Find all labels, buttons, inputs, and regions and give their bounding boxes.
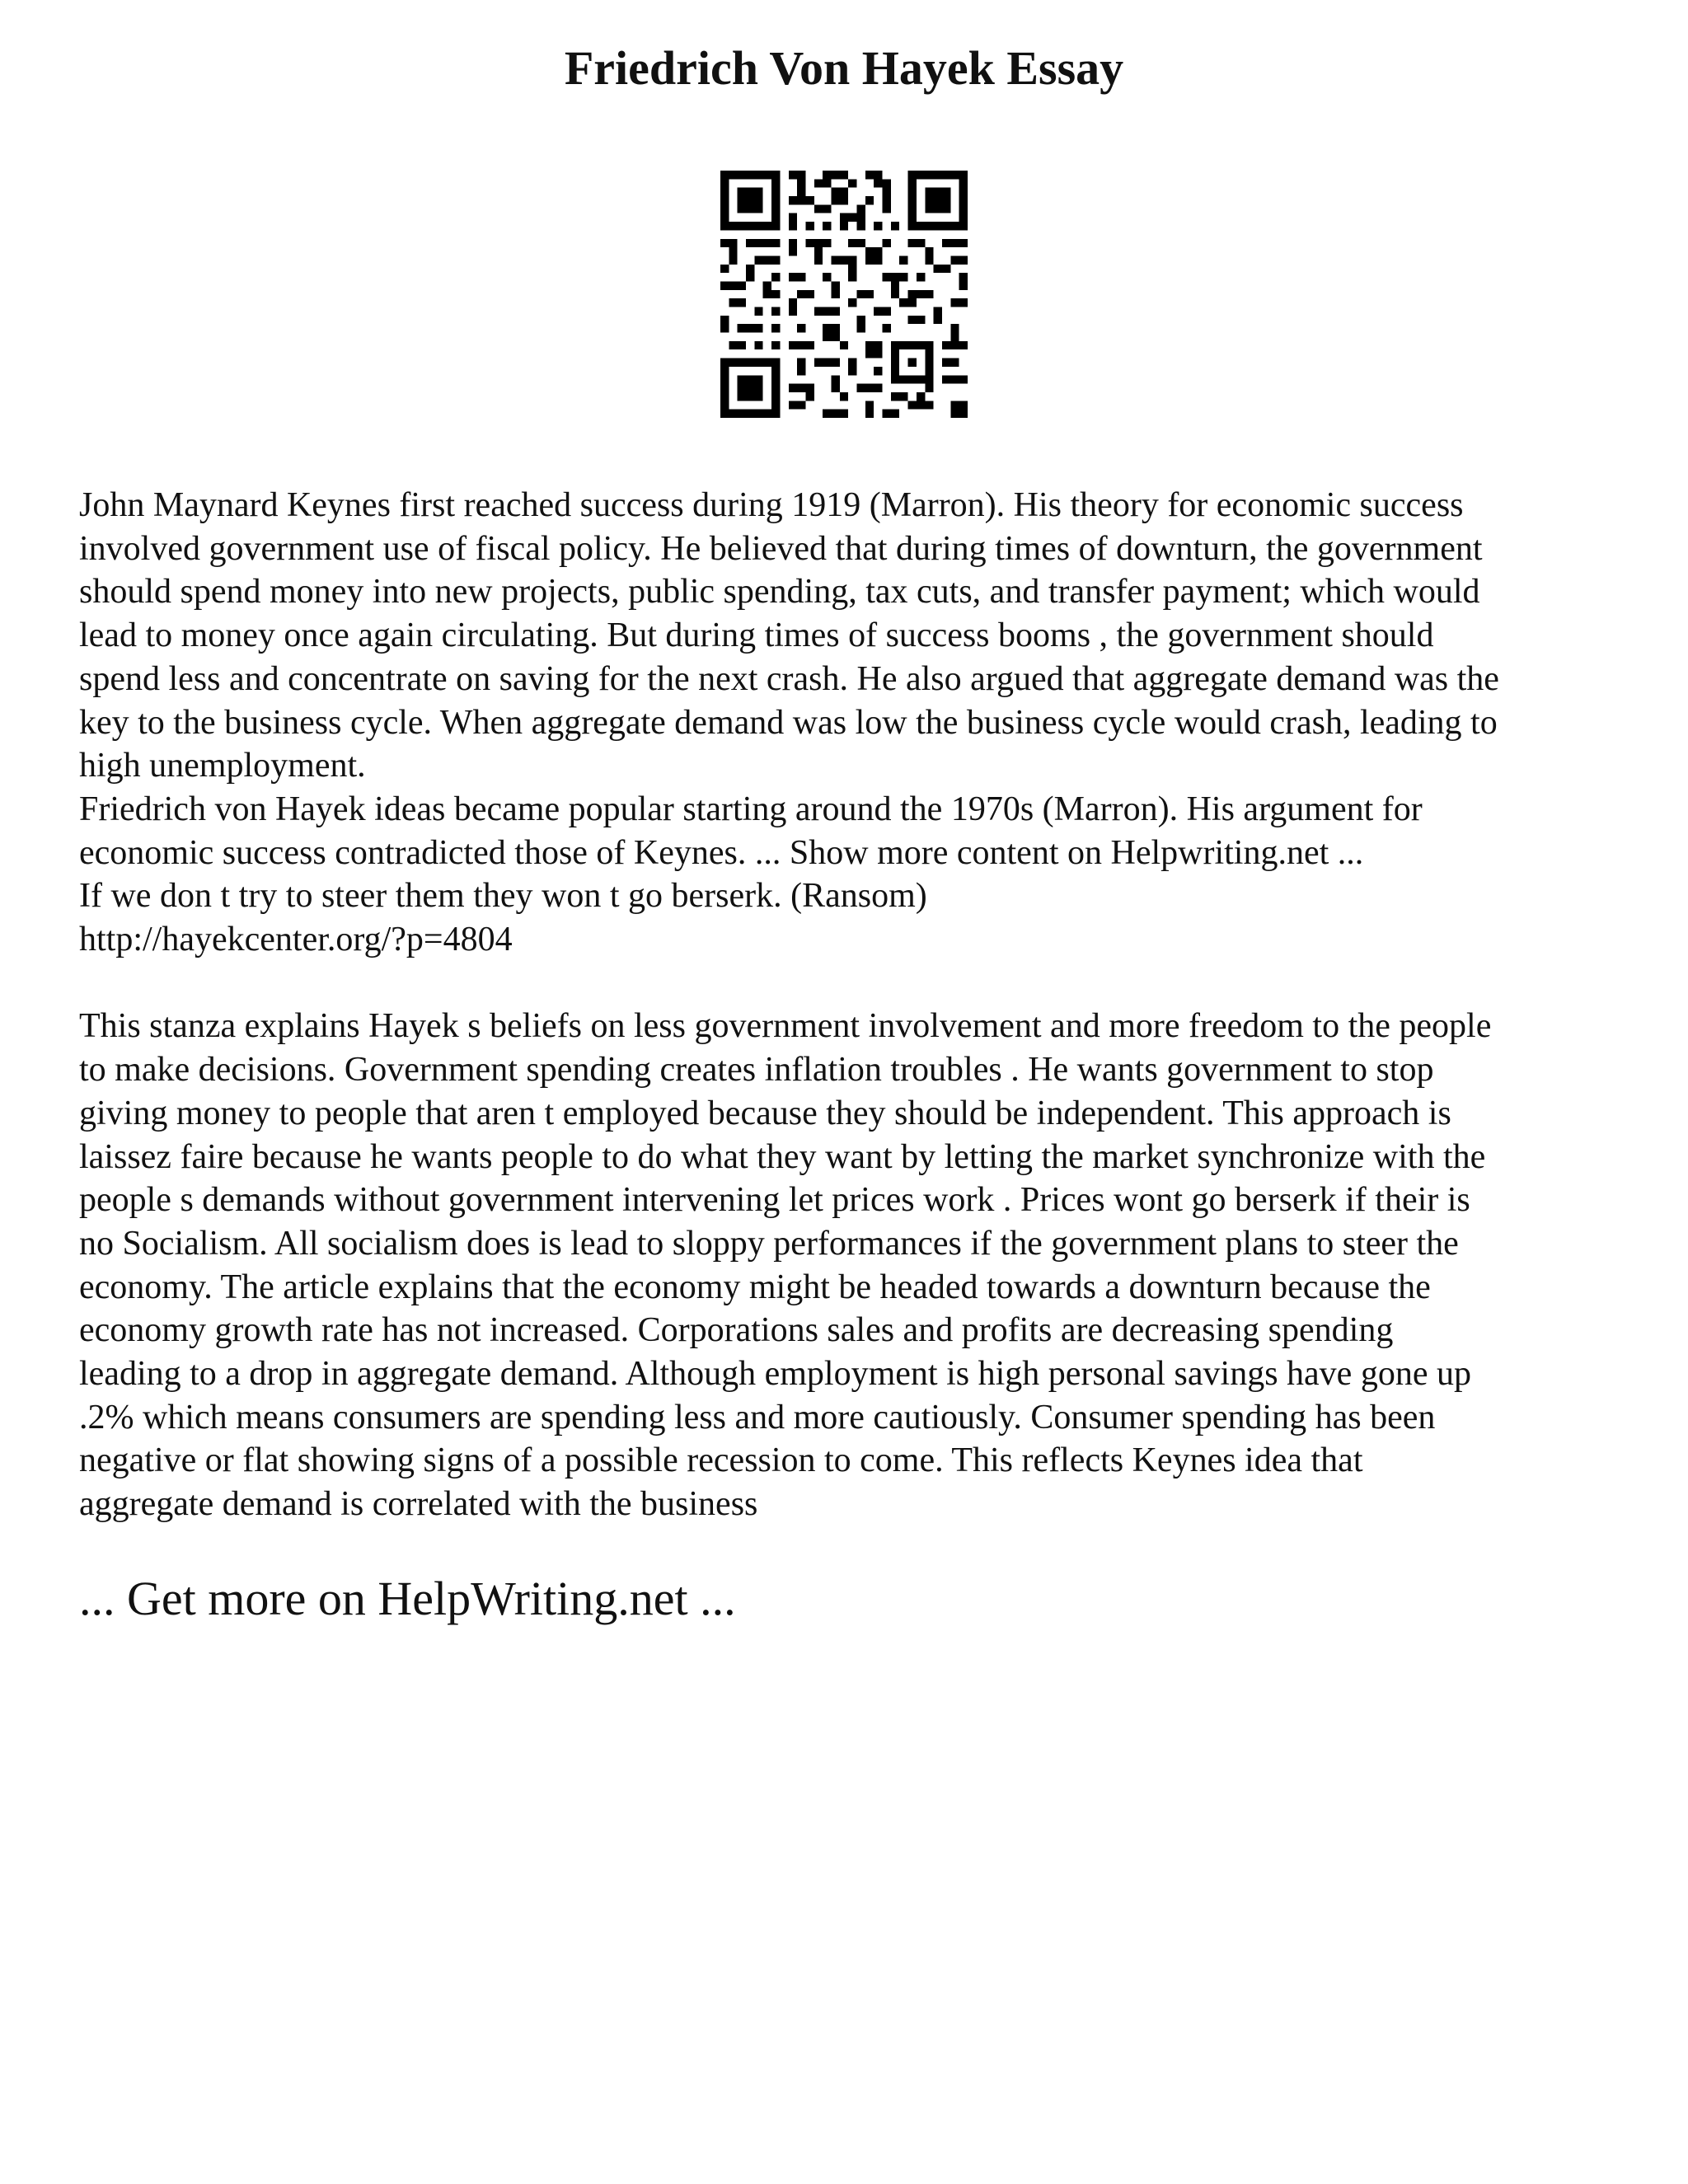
text-line: key to the business cycle. When aggregate demand was low the business cycle would crash, leading to bbox=[79, 703, 1498, 742]
text-line: economic success contradicted those of Keynes. ... Show more content on Helpwriting.net ... bbox=[79, 833, 1364, 872]
essay-body bbox=[79, 484, 1645, 1526]
text-line: John Maynard Keynes first reached success during 1919 (Marron). His theory for economic success bbox=[79, 486, 1464, 524]
text-line: economy. The article explains that the economy might be headed towards a downturn because the bbox=[79, 1268, 1431, 1306]
text-line: economy growth rate has not increased. Corporations sales and profits are decreasing spending bbox=[79, 1311, 1394, 1350]
document-title: Friedrich Von Hayek Essay bbox=[564, 41, 1124, 95]
text-line: .2% which means consumers are spending less and more cautiously. Consumer spending has been bbox=[79, 1398, 1436, 1436]
text-line: If we don t try to steer them they won t go berserk. (Ransom) bbox=[79, 877, 927, 916]
text-line: should spend money into new projects, public spending, tax cuts, and transfer payment; which would bbox=[79, 573, 1480, 612]
text-line: This stanza explains Hayek s beliefs on less government involvement and more freedom to the people bbox=[79, 1007, 1492, 1046]
text-line: laissez faire because he wants people to do what they want by letting the market synchronize with the bbox=[79, 1137, 1486, 1176]
text-line: negative or flat showing signs of a possible recession to come. This reflects Keynes idea that bbox=[79, 1441, 1363, 1480]
get-more-link[interactable]: ... Get more on HelpWriting.net ... bbox=[79, 1572, 736, 1625]
text-line: lead to money once again circulating. But during times of success booms , the government should bbox=[79, 616, 1434, 655]
source-url: http://hayekcenter.org/?p=4804 bbox=[79, 921, 513, 959]
text-line: involved government use of fiscal policy. He believed that during times of downturn, the government bbox=[79, 529, 1483, 568]
text-line: leading to a drop in aggregate demand. Although employment is high personal savings have gone up bbox=[79, 1355, 1471, 1394]
text-line: people s demands without government intervening let prices work . Prices wont go berserk if their is bbox=[79, 1181, 1470, 1220]
text-line: to make decisions. Government spending creates inflation troubles . He wants government to stop bbox=[79, 1051, 1434, 1090]
text-line: spend less and concentrate on saving for the next crash. He also argued that aggregate demand was the bbox=[79, 659, 1499, 698]
text-line: giving money to people that aren t employed because they should be independent. This approach is bbox=[79, 1094, 1451, 1132]
text-line: high unemployment. bbox=[79, 747, 366, 785]
qr-code-icon bbox=[720, 171, 968, 418]
text-line: no Socialism. All socialism does is lead to sloppy performances if the government plans to steer the bbox=[79, 1224, 1459, 1263]
text-line: Friedrich von Hayek ideas became popular starting around the 1970s (Marron). His argument for bbox=[79, 790, 1423, 828]
paragraph-gap bbox=[79, 962, 1645, 1005]
text-line: aggregate demand is correlated with the business bbox=[79, 1485, 758, 1524]
